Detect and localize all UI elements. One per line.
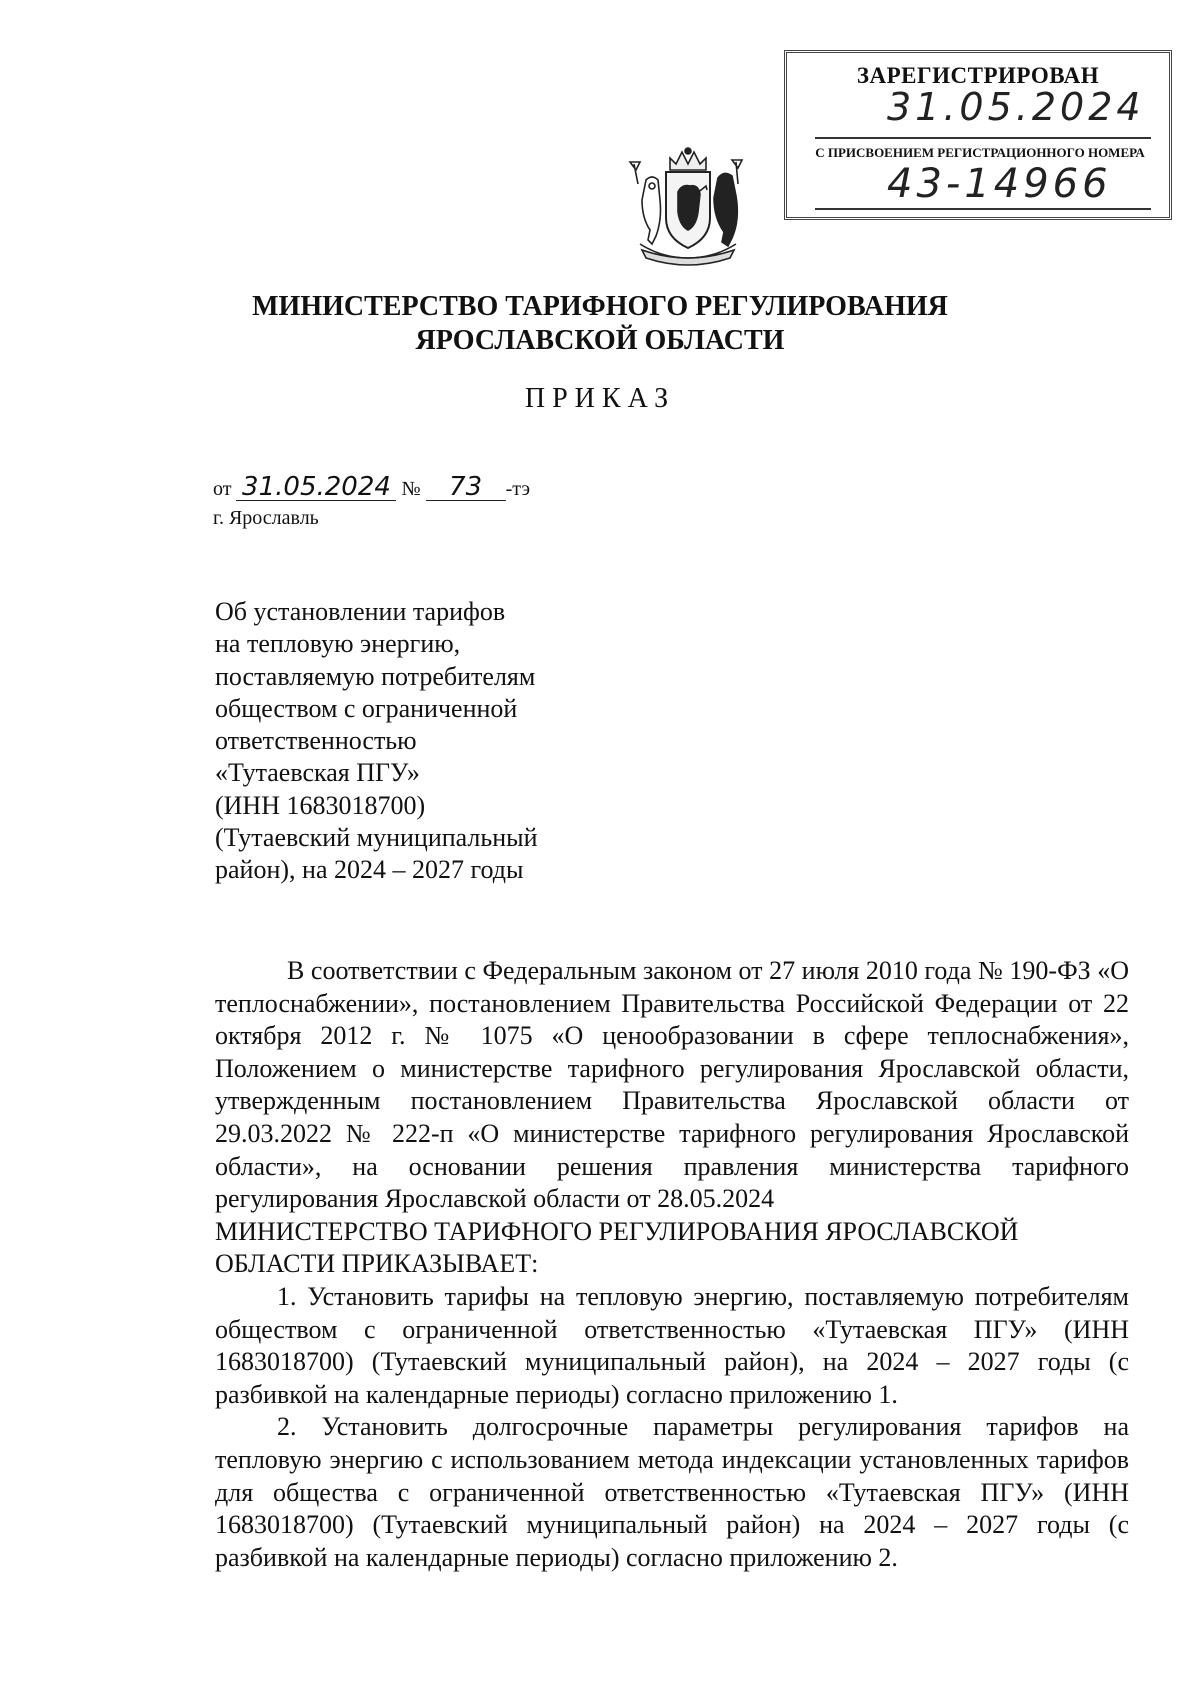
- document-type: ПРИКАЗ: [524, 383, 676, 414]
- issue-city: г. Ярославль: [213, 507, 319, 529]
- stamp-divider: [815, 137, 1151, 139]
- stamp-registration-number: 43-14966: [887, 161, 1112, 207]
- orders-statement: [215, 1216, 1129, 1281]
- coat-of-arms-icon: [612, 140, 760, 270]
- orders-statement-line1: МИНИСТЕРСТВО ТАРИФНОГО РЕГУЛИРОВАНИЯ ЯРОСЛАВСКОЙ: [215, 1216, 1019, 1246]
- order-number-suffix: -тэ: [505, 478, 531, 500]
- stamp-assigned-label: С ПРИСВОЕНИЕМ РЕГИСТРАЦИОННОГО НОМЕРА: [815, 145, 1145, 160]
- order-subject: [215, 596, 595, 887]
- subject-line: поставляемую потребителям: [215, 661, 536, 691]
- order-body: [215, 955, 1129, 1574]
- subject-line: на тепловую энергию,: [215, 629, 461, 659]
- from-label: от: [213, 478, 232, 500]
- order-item-2: 2. Установить долгосрочные параметры регулирования тарифов на тепловую энергию с использованием метода индексации установленных тарифов для общества с ограниченной ответственностью «Тутаевская ПГУ» (ИНН 1683018700) (Тутаевский муниципальный район) на 2024 – 2027 годы (с разбивкой на календарные периоды) согласно приложению 2.: [215, 1412, 1129, 1572]
- orders-statement-line2: ОБЛАСТИ ПРИКАЗЫВАЕТ:: [215, 1249, 539, 1279]
- ministry-name: [0, 290, 1200, 358]
- number-label: №: [401, 478, 421, 500]
- subject-line: «Тутаевская ПГУ»: [215, 758, 420, 788]
- order-date: 31.05.2024: [236, 474, 396, 501]
- registration-stamp: [784, 50, 1172, 220]
- subject-line: район), на 2024 – 2027 годы: [215, 855, 524, 885]
- subject-line: (ИНН 1683018700): [215, 790, 426, 820]
- subject-line: Об установлении тарифов: [215, 597, 506, 626]
- order-number: 73: [426, 474, 506, 501]
- subject-line: (Тутаевский муниципальный: [215, 823, 538, 853]
- preamble-paragraph: В соответствии с Федеральным законом от 27 июля 2010 года № 190-ФЗ «О теплоснабжении», постановлением Правительства Российской Федерации от 22 октября 2012 г. № 1075 «О ценообразовании в сфере теплоснабжения», Положением о министерстве тарифного регулирования Ярославской области, утвержденным постановлением Правительства Ярославской области от 29.03.2022 № 222-п «О министерстве тарифного регулирования Ярославской области», на основании решения правления министерства тарифного регулирования Ярославской области от 28.05.2024: [215, 956, 1129, 1214]
- ministry-name-line1: МИНИСТЕРСТВО ТАРИФНОГО РЕГУЛИРОВАНИЯ: [252, 291, 948, 322]
- subject-line: обществом с ограниченной: [215, 693, 518, 723]
- order-item-1: 1. Установить тарифы на тепловую энергию, поставляемую потребителям обществом с ограниченной ответственностью «Тутаевская ПГУ» (ИНН 1683018700) (Тутаевский муниципальный район), на 2024 – 2027 годы (с разбивкой на календарные периоды) согласно приложению 1.: [215, 1281, 1129, 1409]
- stamp-divider: [815, 208, 1151, 210]
- subject-line: ответственностью: [215, 726, 417, 756]
- stamp-registered-label: ЗАРЕГИСТРИРОВАН: [856, 63, 1100, 88]
- order-date-number-line: [213, 474, 530, 501]
- stamp-registered-date: 31.05.2024: [887, 85, 1145, 129]
- ministry-name-line2: ЯРОСЛАВСКОЙ ОБЛАСТИ: [415, 325, 785, 356]
